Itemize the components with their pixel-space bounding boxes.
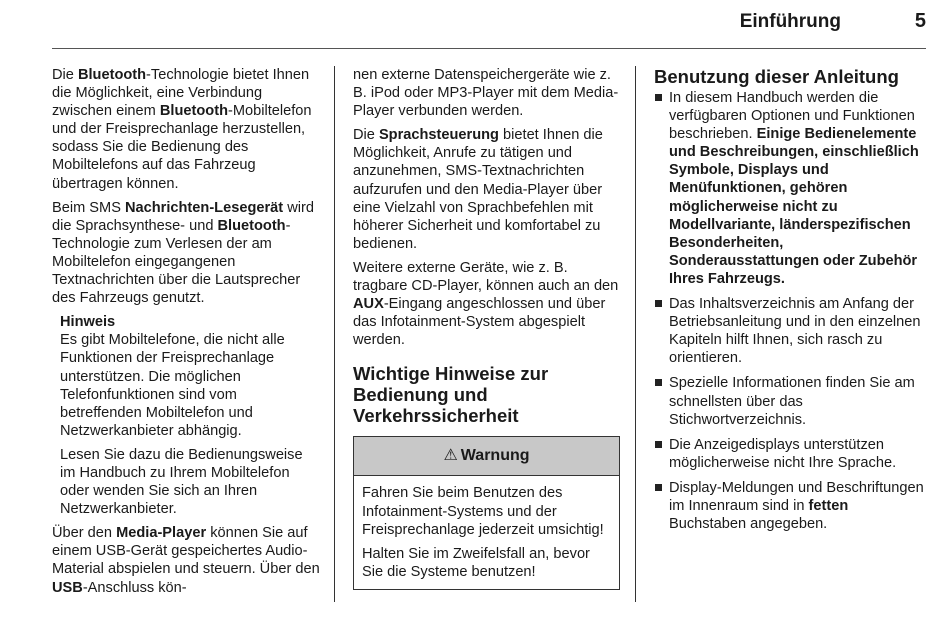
column-1: [52, 66, 320, 603]
column-divider-2: [635, 66, 636, 602]
note-title: Hinweis: [60, 314, 116, 331]
paragraph-aux: Weitere externe Geräte, wie z. B. tragbare CD-Player, können auch an den AUX-Eingang angeschlossen und über das Infotainment-System abgespielt werden.: [353, 259, 619, 349]
list-item: Display-Meldungen und Beschriftungen im Innenraum sind in fetten Buchstaben angegeben.: [654, 479, 924, 533]
list-item: In diesem Handbuch werden die verfügbaren Optionen und Funktionen beschrieben. Einige Bedienelemente und Beschreibungen, einschließlich Symbole, Displays und Menüfunktionen, gehören möglicherweise nicht zu Modellvariante, länderspezifischen Besonderheiten, Sonderausstattungen oder Zubehör Ihres Fahrzeugs.: [654, 89, 924, 288]
list-item: Die Anzeigedisplays unterstützen möglicherweise nicht Ihre Sprache.: [654, 436, 924, 472]
header-divider: [52, 48, 926, 49]
bullet-list: [654, 89, 924, 533]
paragraph-sms-reader: Beim SMS Nachrichten-Lesegerät wird die Sprachsynthese- und Bluetooth-Technologie zum Verlesen der am Mobiltelefon eingegangenen Textnachrichten über die Lautsprecher des Fahrzeugs genutzt.: [52, 199, 314, 307]
warning-header: [354, 437, 619, 476]
paragraph-voice-control: Die Sprachsteuerung bietet Ihnen die Möglichkeit, Anrufe zu tätigen und anzunehmen, SMS-Textnachrichten aufzurufen und den Media-Player über eine Vielzahl von Sprachbefehlen mit höherer Sicherheit und komfortabel zu bedienen.: [353, 127, 603, 252]
note-box: [60, 313, 320, 518]
square-bullet-icon: [655, 94, 662, 101]
column-3: [654, 66, 924, 540]
square-bullet-icon: [655, 441, 662, 448]
warning-paragraph-2: Halten Sie im Zweifelsfall an, bevor Sie die Systeme benutzen!: [362, 545, 590, 580]
page-title: Einführung: [739, 11, 841, 32]
list-item: Das Inhaltsverzeichnis am Anfang der Betriebsanleitung und in den einzelnen Kapiteln hilft Ihnen, sich rasch zu orientieren.: [654, 295, 924, 367]
list-item: Spezielle Informationen finden Sie am schnellsten über das Stichwortverzeichnis.: [654, 374, 924, 428]
section-heading-safety: Wichtige Hinweise zur Bedienung und Verkehrssicherheit: [353, 363, 549, 427]
warning-paragraph-1: Fahren Sie beim Benutzen des Infotainment-Systems und der Freisprechanlage jederzeit umsichtig!: [362, 485, 604, 538]
square-bullet-icon: [655, 484, 662, 491]
page-number: 5: [914, 10, 926, 32]
page-header: [0, 0, 950, 48]
section-heading-manual-usage: Benutzung dieser Anleitung: [654, 66, 899, 87]
note-paragraph-2: Lesen Sie dazu die Bedienungsweise im Handbuch zu Ihrem Mobiltelefon oder wenden Sie sich an Ihren Netzwerkanbieter.: [60, 446, 303, 518]
column-divider-1: [334, 66, 335, 602]
square-bullet-icon: [655, 379, 662, 386]
warning-triangle-icon: ⚠: [443, 447, 458, 465]
warning-title: Warnung: [460, 447, 530, 465]
paragraph-bluetooth: Die Bluetooth-Technologie bietet Ihnen die Möglichkeit, eine Verbindung zwischen einem Bluetooth-Mobiltelefon und der Freisprechanlage herzustellen, sodass Sie die Bedienung des Mobiltelefons auf das Fahrzeug übertragen können.: [52, 67, 312, 192]
note-paragraph-1: Es gibt Mobiltelefone, die nicht alle Funktionen der Freisprechanlage unterstützen. Die möglichen Telefonfunktionen sind vom betreffenden Mobiltelefon und Netzwerkanbieter abhängig.: [60, 332, 285, 439]
paragraph-media-player: Über den Media-Player können Sie auf einem USB-Gerät gespeichertes Audio-Material abspielen und steuern. Über den USB-Anschluss kön-: [52, 525, 320, 596]
column-2: [353, 66, 621, 590]
paragraph-storage-devices: nen externe Datenspeichergeräte wie z. B. iPod oder MP3-Player mit dem Media-Player verbunden werden.: [353, 67, 619, 120]
warning-body: [354, 476, 619, 588]
warning-box: [353, 436, 620, 589]
square-bullet-icon: [655, 300, 662, 307]
